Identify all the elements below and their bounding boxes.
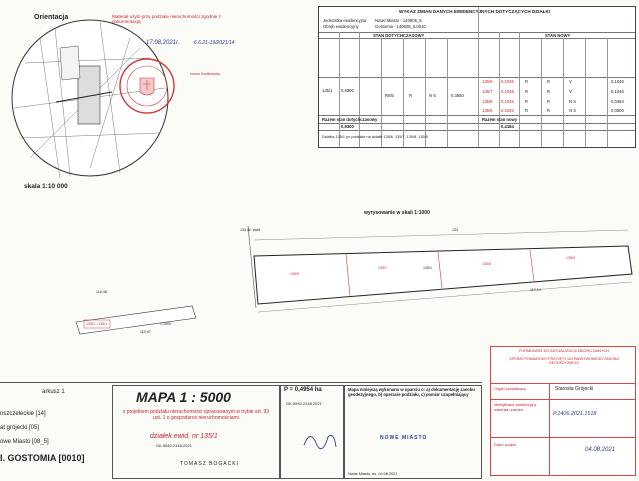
after-parcel-0: 135/9 [482, 79, 493, 84]
small-sketch [72, 300, 202, 340]
after-c1-2: R [525, 99, 529, 104]
after-c3-3: N S [569, 108, 576, 113]
after-c3-2: N S [569, 99, 576, 104]
map-note: Mapa niniejszą wykonano w oparciu o: a) dokumentację zasobu geodezyjnego, b) operacie podziału, c) pomiar uzupełniający [348, 387, 475, 398]
admin-line-1: at grójecki [05] [0, 425, 40, 431]
form-sub: OPERAT POMIAROWY PRZYJĘTY DO PAŃSTWOWEGO ZASOBU GEODEZYJNEGO [509, 357, 619, 366]
parcel-label-3: 135/9 [566, 256, 575, 260]
orientation-label: Orientacja [34, 14, 69, 21]
precinct-title: I. GOSTOMIA [0010] [0, 453, 85, 463]
after-area-1: 0,1046 [501, 89, 514, 94]
approval-code: 6.6.21-19/2021/14 [194, 40, 235, 46]
after-c2-3: R [547, 108, 551, 113]
sum-before-value: 0,9300 [341, 124, 354, 129]
after-c4-3: 0,0500 [611, 108, 624, 113]
sum-after-label: Razem stan nowy [482, 117, 518, 122]
before-c2-1: R [409, 93, 413, 98]
form-header: FORMULARZ DO AKTUALIZACJI ZBIORU DANYCH [518, 349, 610, 353]
after-area-3: 0,1046 [501, 108, 514, 113]
header-before: STAN DOTYCHCZASOWY [373, 33, 425, 38]
after-parcel-1: 135/7 [482, 89, 493, 94]
after-c2-0: R [547, 79, 551, 84]
after-c4-2: 0,0483 [611, 99, 624, 104]
precinct-label: Obręb ewidencyjny [323, 24, 359, 29]
side-label: 134 dz. ewid. [240, 228, 262, 232]
dim-2: 116,48 [96, 290, 107, 294]
approval-date: 17.08.2021r. [146, 40, 180, 46]
parcel-number: 135/1 [423, 266, 432, 270]
acceptance-stamp-form [490, 346, 636, 476]
orientation-scale: skala 1:10 000 [24, 183, 68, 190]
unit-value: Nowe Miasto - 140605_5 [375, 18, 422, 23]
after-parcel-2: 135/8 [482, 99, 493, 104]
after-c3-1: V [569, 89, 572, 94]
after-parcel-3: 135/6 [482, 108, 493, 113]
form-label-3: Data i podpis [494, 443, 517, 447]
data-change-table [318, 6, 636, 148]
kerg-number: GK.5540.2148.2021 [156, 443, 192, 448]
before-area-0: 0,9300 [341, 88, 354, 93]
parcel-designation: działek ewid. nr 135/1 [150, 433, 218, 440]
table-title: WYKAZ ZMIAN DANYCH EWIDENCYJNYCH DOTYCZĄCYCH DZIAŁKI [399, 9, 551, 14]
before-c4-1: 0,3560 [451, 93, 464, 98]
sheet-label: arkusz 1 [42, 389, 65, 395]
legend-b: 1:1000 [160, 322, 171, 326]
form-label-1: Organ prowadzący [494, 387, 526, 391]
area-value: P = 0,4954 ha [284, 387, 322, 393]
before-c3-1: N S [429, 93, 436, 98]
sum-after-value: 0,4184 [501, 124, 514, 129]
after-c1-3: R [525, 108, 529, 113]
parcel-label-2: 135/8 [482, 262, 491, 266]
road-label: 133 [452, 228, 458, 232]
after-c3-0: V [569, 79, 572, 84]
approval-note: Materiał użyto przy podziale nieruchomości zgodnie z dokumentacją [112, 14, 221, 25]
signature-name: Iwona Szatkowska [190, 72, 220, 76]
after-c1-0: R [525, 79, 529, 84]
admin-line-2: owe Miasto [08_5] [0, 439, 49, 445]
title-block [0, 382, 482, 481]
dim-1: 112,14 [530, 288, 541, 292]
unit-label: Jednostka ewidencyjna [323, 18, 367, 23]
form-value-3: 04.08.2021 [585, 447, 616, 453]
form-value-1: Starosta Grójecki [555, 386, 594, 392]
sum-before-label: Razem stan dotychczasowy [322, 117, 378, 122]
header-after: STAN NOWY [545, 33, 571, 38]
legend-a: 135/1 - 135/1 [86, 322, 108, 326]
parcel-label-0: 135/5 [290, 272, 299, 276]
official-seal [116, 56, 178, 116]
map-description: z projektem podziału nieruchomości opracowanym w trybie art. 93 ust. 1 o gospodarce nieruchomościami [122, 409, 270, 422]
after-c4-1: 0,1046 [611, 89, 624, 94]
admin-line-0: nszczeleckie [14] [0, 411, 46, 417]
map-title: MAPA 1 : 5000 [136, 389, 231, 405]
parcel-label-1: 135/7 [378, 266, 387, 270]
company-stamp: NOWE MIASTO [380, 435, 428, 441]
prepared-by: TOMASZ BOGACKI [180, 461, 239, 467]
table-footnote: Działka 135/1 po podziale na działki 135/6, 135/7, 135/8, 135/9 [322, 135, 428, 139]
after-c1-1: R [525, 89, 529, 94]
division-drawing [228, 216, 638, 316]
precinct-value: Gostomia - 140605_5.0010 [375, 24, 426, 29]
form-value-2: P.1406.2021.1518 [553, 411, 597, 417]
signature-date: Nowe Miasto, dn. 04.08.2021 [348, 472, 398, 476]
after-area-0: 0,1046 [501, 79, 514, 84]
form-label-2: Identyfikator ewidencyjny materiału zasobu [494, 403, 537, 412]
after-area-2: 0,1046 [501, 99, 514, 104]
after-c2-2: R [547, 99, 551, 104]
drawing-title: wyrysowanie w skali 1:1000 [364, 210, 430, 216]
signature-scribble [300, 425, 340, 455]
dim-0: 110,97 [140, 330, 151, 334]
after-c4-0: 0,1046 [611, 79, 624, 84]
after-c2-1: R [547, 89, 551, 94]
before-c1-1: RIIIb [385, 93, 394, 98]
kerg-value: GK.5540.2148.2021 [286, 401, 322, 406]
before-parcel-0: 135/1 [322, 88, 333, 93]
